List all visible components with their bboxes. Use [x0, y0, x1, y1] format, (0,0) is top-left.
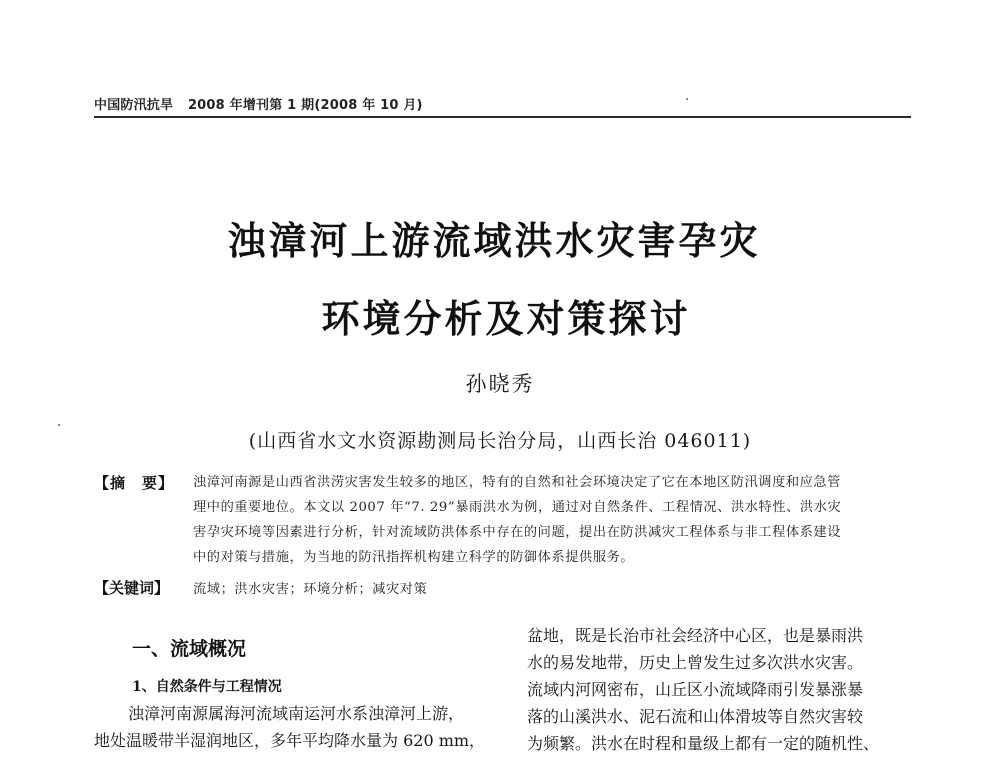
scan-speck — [686, 98, 688, 100]
abstract-line: 中的对策与措施，为当地的防汛指挥机构建立科学的防御体系提供服务。 — [193, 550, 635, 565]
section-heading: 一、流域概况 — [132, 638, 247, 660]
body-line: 为频繁。洪水在时程和量级上都有一定的随机性、 — [527, 734, 880, 753]
body-line: 盆地，既是长治市社会经济中心区，也是暴雨洪 — [527, 626, 864, 645]
abstract-line: 理中的重要地位。本文以 2007 年“7. 29”暴雨洪水为例，通过对自然条件、工程情况、洪水特性、洪水灾 — [193, 500, 842, 515]
keywords-text: 流域；洪水灾害；环境分析；减灾对策 — [193, 582, 428, 597]
body-line: 浊漳河南源属海河流域南运河水系浊漳河上游， — [128, 704, 465, 723]
body-line: 地处温暖带半湿润地区，多年平均降水量为 620 mm， — [94, 731, 486, 750]
left-column-body — [94, 700, 490, 754]
running-header — [94, 94, 423, 113]
author-affiliation: (山西省水文水资源勘测局长治分局，山西长治 046011) — [248, 430, 752, 452]
body-line: 流域内河网密布，山丘区小流域降雨引发暴涨暴 — [527, 680, 864, 699]
body-line: 水的易发地带，历史上曾发生过多次洪水灾害。 — [527, 653, 864, 672]
header-rule — [94, 116, 911, 118]
abstract-text — [193, 470, 913, 570]
title-line-1: 浊漳河上游流域洪水灾害孕灾 — [227, 218, 761, 263]
title-line-2: 环境分析及对策探讨 — [321, 296, 691, 341]
abstract-label: 【摘 要】 — [94, 474, 175, 492]
body-line: 落的山溪洪水、泥石流和山体滑坡等自然灾害较 — [527, 707, 864, 726]
abstract-line: 害孕灾环境等因素进行分析，针对流域防洪体系中存在的问题，提出在防洪减灾工程体系与非工程体系建设 — [193, 525, 842, 540]
issue-info: 2008 年增刊第 1 期(2008 年 10 月) — [187, 98, 423, 113]
author-name: 孙晓秀 — [465, 372, 535, 396]
keywords-label: 【关键词】 — [94, 579, 170, 597]
subsection-heading: 1、自然条件与工程情况 — [132, 679, 282, 695]
right-column-body — [527, 622, 913, 757]
abstract-line: 浊漳河南源是山西省洪涝灾害发生较多的地区，特有的自然和社会环境决定了它在本地区防汛调度和应急管 — [193, 475, 842, 490]
journal-name: 中国防汛抗旱 — [94, 98, 174, 113]
